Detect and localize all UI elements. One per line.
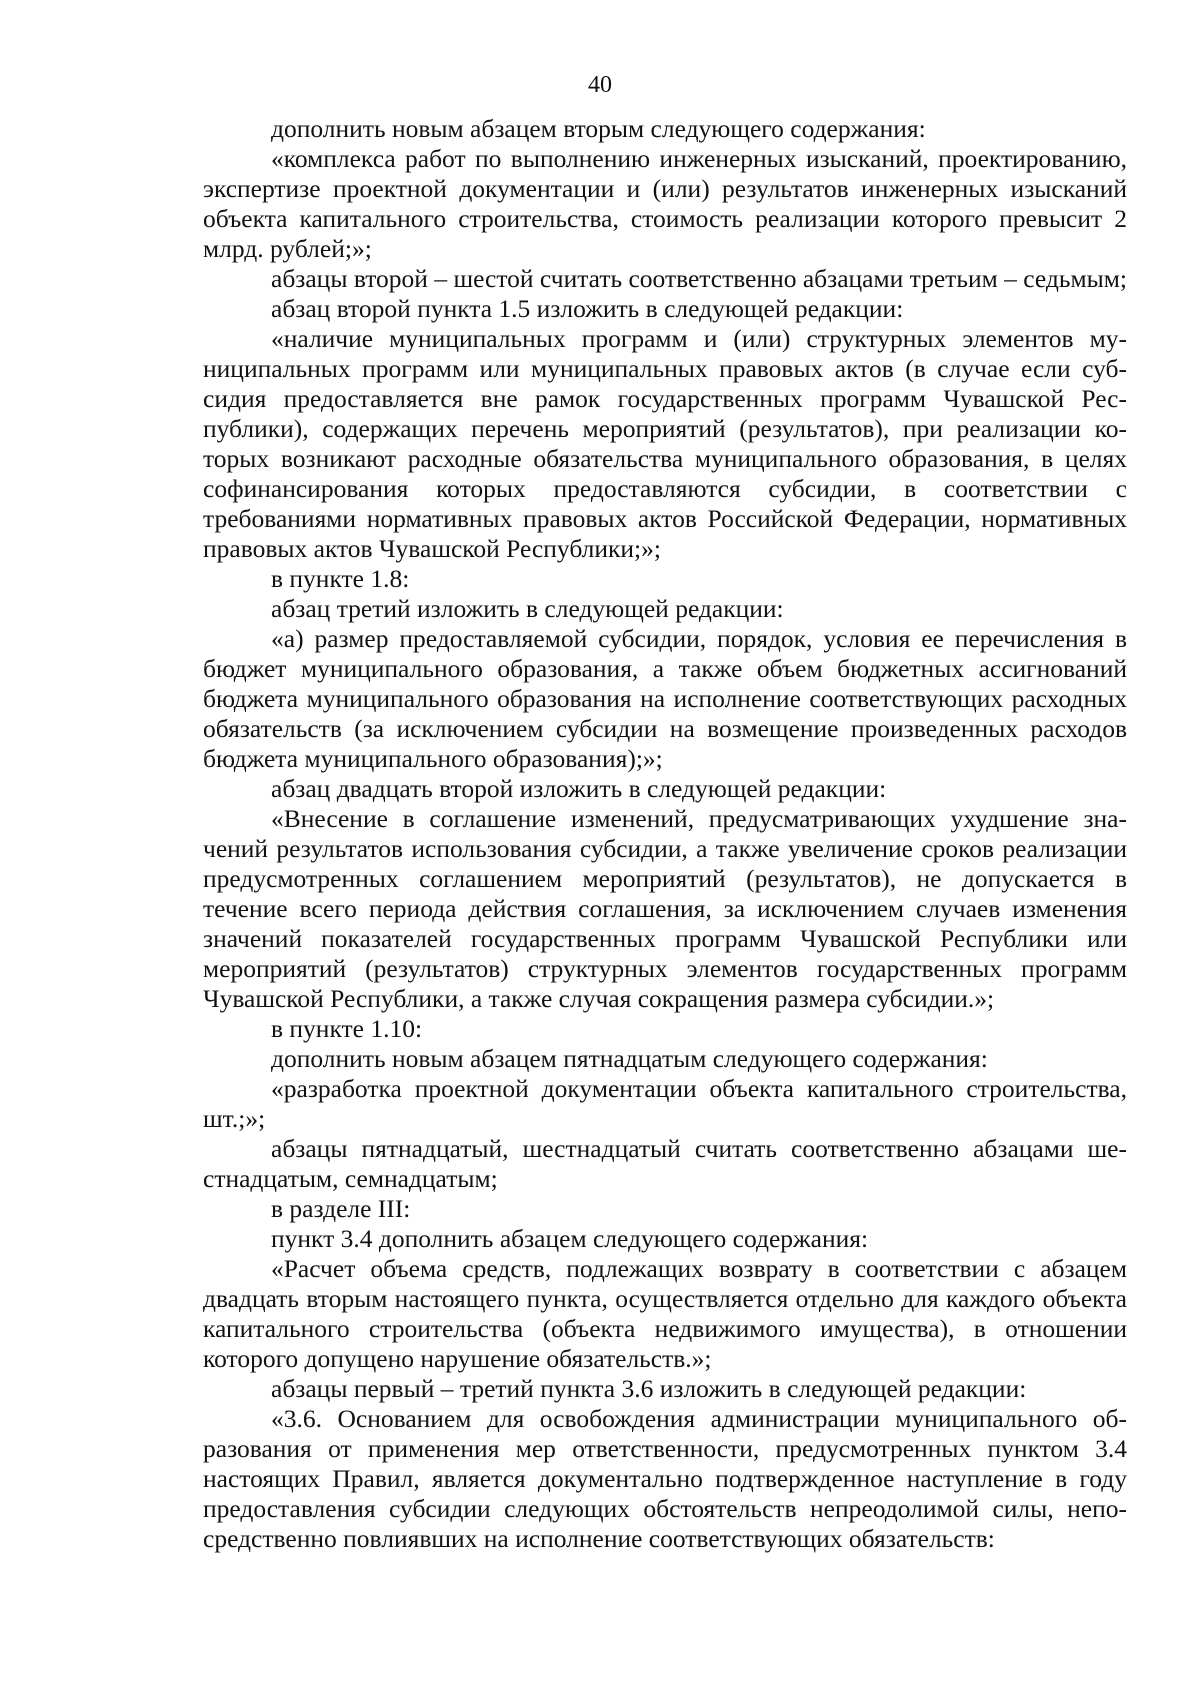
paragraph: в пункте 1.10: [271,1014,423,1043]
paragraph: в разделе III: [271,1194,411,1223]
paragraph: «наличие муниципальных программ и (или) структурных элементов муниципальных программ или муниципальных правовых актов (в случае если субсидия предоставляется вне рамок государственных программ Чувашской Республики), содержащих перечень мероприятий (результатов), при реализации которых возникают расходные обязательства муниципального образования, в целях софинансирования которых предоставляются субсидии, в соответствии с требованиями нормативных правовых актов Российской Федерации, нормативных правовых актов Чувашской Республики;»; [203,324,1127,563]
page-number: 40 [588,72,612,98]
paragraph: пункт 3.4 дополнить абзацем следующего содержания: [271,1224,869,1253]
paragraph: «а) размер предоставляемой субсидии, порядок, условия ее перечисления в бюджет муниципального образования, а также объем бюджетных ассигнований бюджета муниципального образования на исполнение соответствующих расходных обязательств (за исключением субсидии на возмещение произведенных расходов бюджета муниципального образования);»; [203,624,1127,773]
paragraph: «комплекса работ по выполнению инженерных изысканий, проектированию, экспертизе проектной документации и (или) результатов инженерных изысканий объекта капитального строительства, стоимость реализации которого превысит 2 млрд. рублей;»; [203,144,1127,263]
paragraph: «разработка проектной документации объекта капитального строительства, шт.;»; [203,1074,1127,1133]
paragraph: абзацы пятнадцатый, шестнадцатый считать соответственно абзацами шестнадцатым, семнадцатым; [203,1134,1127,1193]
paragraph: дополнить новым абзацем вторым следующего содержания: [271,114,926,143]
paragraph: в пункте 1.8: [271,564,410,593]
paragraph: абзац второй пункта 1.5 изложить в следующей редакции: [271,294,904,323]
paragraph: «3.6. Основанием для освобождения администрации муниципального образования от применения мер ответственности, предусмотренных пунктом 3.4 настоящих Правил, является документально подтвержденное наступление в году предоставления субсидии следующих обстоятельств непреодолимой силы, непосредственно повлиявших на исполнение соответствующих обязательств: [203,1404,1127,1553]
paragraph: абзацы первый – третий пункта 3.6 изложить в следующей редакции: [271,1374,1027,1403]
paragraph: «Расчет объема средств, подлежащих возврату в соответствии с абзацем двадцать вторым настоящего пункта, осуществляется отдельно для каждого объекта капитального строительства (объекта недвижимого имущества), в отношении которого допущено нарушение обязательств.»; [203,1254,1127,1373]
paragraph: абзац двадцать второй изложить в следующей редакции: [271,774,887,803]
paragraph: «Внесение в соглашение изменений, предусматривающих ухудшение значений результатов использования субсидии, а также увеличение сроков реализации предусмотренных соглашением мероприятий (результатов), не допускается в течение всего периода действия соглашения, за исключением случаев изменения значений показателей государственных программ Чувашской Республики или мероприятий (результатов) структурных элементов государственных программ Чувашской Республики, а также случая сокращения размера субсидии.»; [203,804,1127,1013]
document-body [203,114,1127,1554]
paragraph: дополнить новым абзацем пятнадцатым следующего содержания: [271,1044,988,1073]
paragraph: абзацы второй – шестой считать соответственно абзацами третьим – седьмым; [271,264,1127,293]
paragraph: абзац третий изложить в следующей редакции: [271,594,784,623]
